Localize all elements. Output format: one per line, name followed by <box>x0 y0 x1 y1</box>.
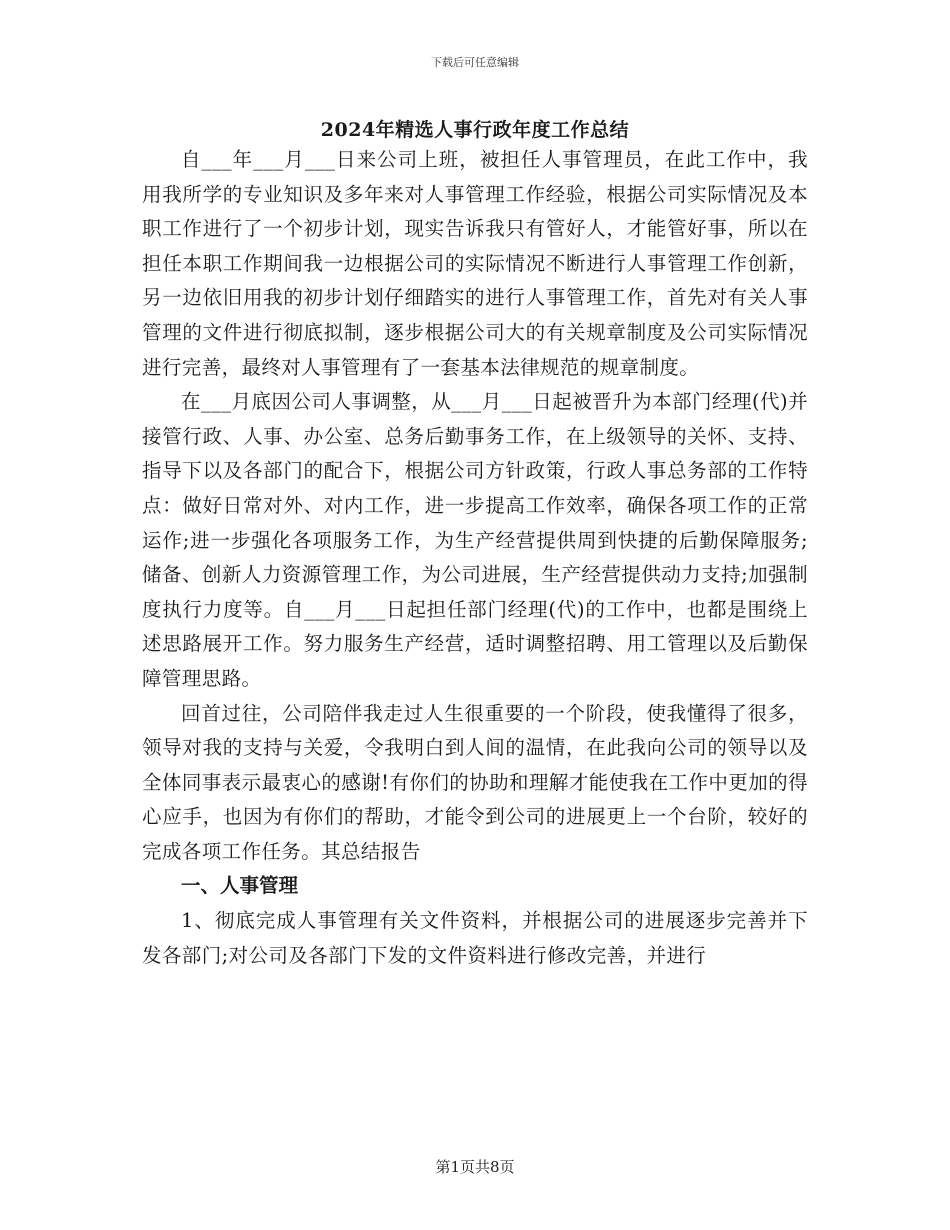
section-1-paragraph-1: 1、彻底完成人事管理有关文件资料，并根据公司的进展逐步完善并下发各部门;对公司及各部门下发的文件资料进行修改完善，并进行 <box>142 909 808 967</box>
page-number-footer: 第1页共8页 <box>435 1158 515 1176</box>
section-heading-personnel: 一、人事管理 <box>181 874 299 898</box>
paragraph-2: 在___月底因公司人事调整，从___月___日起被晋升为本部门经理(代)并接管行政、人事、办公室、总务后勤事务工作，在上级领导的关怀、支持、指导下以及各部门的配合下，根据公司方针政策，行政人事总务部的工作特点：做好日常对外、对内工作，进一步提高工作效率，确保各项工作的正常运作;进一步强化各项服务工作，为生产经营提供周到快捷的后勤保障服务;储备、创新人力资源管理工作，为公司进展，生产经营提供动力支持;加强制度执行力度等。自___月___日起担任部门经理(代)的工作中，也都是围绕上述思路展开工作。努力服务生产经营，适时调整招聘、用工管理以及后勤保障管理思路。 <box>142 390 808 690</box>
document-title: 2024年精选人事行政年度工作总结 <box>320 119 630 141</box>
paragraph-3: 回首过往，公司陪伴我走过人生很重要的一个阶段，使我懂得了很多，领导对我的支持与关爱，令我明白到人间的温情，在此我向公司的领导以及全体同事表示最衷心的感谢!有你们的协助和理解才能使我在工作中更加的得心应手，也因为有你们的帮助，才能令到公司的进展更上一个台阶，较好的完成各项工作任务。其总结报告 <box>142 701 808 863</box>
header-note: 下载后可任意编辑 <box>431 56 519 69</box>
document-body <box>142 143 808 973</box>
paragraph-1: 自___年___月___日来公司上班，被担任人事管理员，在此工作中，我用我所学的专业知识及多年来对人事管理工作经验，根据公司实际情况及本职工作进行了一个初步计划，现实告诉我只有管好人，才能管好事，所以在担任本职工作期间我一边根据公司的实际情况不断进行人事管理工作创新，另一边依旧用我的初步计划仔细踏实的进行人事管理工作，首先对有关人事管理的文件进行彻底拟制，逐步根据公司大的有关规章制度及公司实际情况进行完善，最终对人事管理有了一套基本法律规范的规章制度。 <box>142 148 808 379</box>
